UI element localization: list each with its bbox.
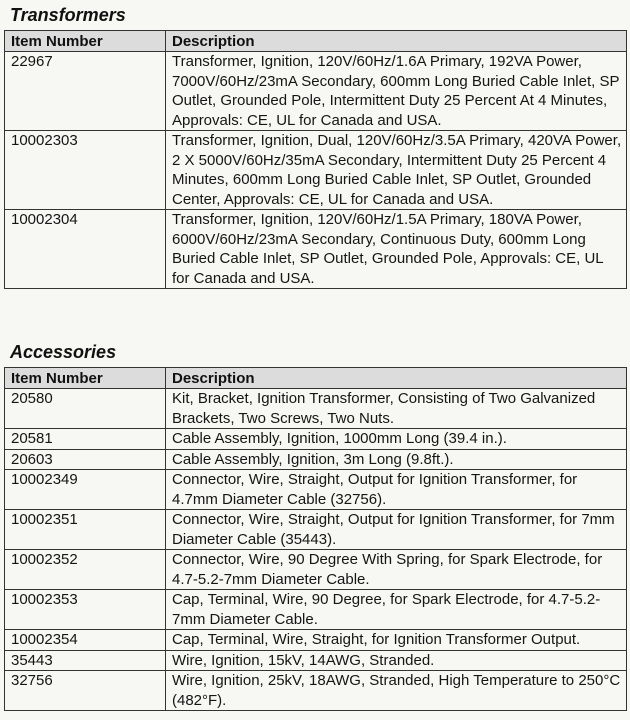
- item-number-cell: 10002303: [5, 131, 166, 210]
- item-number-cell: 10002349: [5, 470, 166, 510]
- description-cell: Cable Assembly, Ignition, 3m Long (9.8ft.).: [166, 449, 627, 470]
- transformers-section-title: Transformers: [10, 5, 126, 25]
- item-number-cell: 10002353: [5, 590, 166, 630]
- item-number-column-header: Item Number: [5, 31, 166, 52]
- table-row: [5, 449, 627, 470]
- table-row: [5, 389, 627, 429]
- table-row: [5, 52, 627, 131]
- item-number-cell: 35443: [5, 650, 166, 671]
- item-number-cell: 32756: [5, 671, 166, 711]
- table-row: [5, 131, 627, 210]
- item-number-cell: 20581: [5, 429, 166, 450]
- item-number-cell: 20580: [5, 389, 166, 429]
- table-row: [5, 429, 627, 450]
- description-cell: Kit, Bracket, Ignition Transformer, Consisting of Two Galvanized Brackets, Two Screws, Two Nuts.: [166, 389, 627, 429]
- item-number-cell: 22967: [5, 52, 166, 131]
- item-number-cell: 10002352: [5, 550, 166, 590]
- description-column-header: Description: [166, 368, 627, 389]
- table-row: [5, 550, 627, 590]
- item-number-column-header: Item Number: [5, 368, 166, 389]
- table-row: [5, 470, 627, 510]
- description-cell: Transformer, Ignition, Dual, 120V/60Hz/3.5A Primary, 420VA Power, 2 X 5000V/60Hz/35mA Secondary, Intermittent Duty 25 Percent 4 Minutes, 600mm Long Buried Cable Inlet, SP Outlet, Grounded Center, Approvals: CE, UL for Canada and USA.: [166, 131, 627, 210]
- table-row: [5, 671, 627, 711]
- transformers-table: [4, 30, 627, 289]
- table-header-row: [5, 368, 627, 389]
- description-cell: Cap, Terminal, Wire, Straight, for Ignition Transformer Output.: [166, 630, 627, 651]
- table-row: [5, 630, 627, 651]
- table-row: [5, 590, 627, 630]
- table-row: [5, 650, 627, 671]
- description-cell: Connector, Wire, Straight, Output for Ignition Transformer, for 7mm Diameter Cable (35443).: [166, 510, 627, 550]
- accessories-table: [4, 367, 627, 711]
- table-row: [5, 510, 627, 550]
- description-cell: Connector, Wire, 90 Degree With Spring, for Spark Electrode, for 4.7-5.2-7mm Diameter Cable.: [166, 550, 627, 590]
- description-cell: Transformer, Ignition, 120V/60Hz/1.5A Primary, 180VA Power, 6000V/60Hz/23mA Secondary, Continuous Duty, 600mm Long Buried Cable Inlet, SP Outlet, Grounded Pole, Approvals: CE, UL for Canada and USA.: [166, 210, 627, 289]
- description-column-header: Description: [166, 31, 627, 52]
- description-cell: Wire, Ignition, 25kV, 18AWG, Stranded, High Temperature to 250°C (482°F).: [166, 671, 627, 711]
- item-number-cell: 20603: [5, 449, 166, 470]
- description-cell: Cable Assembly, Ignition, 1000mm Long (39.4 in.).: [166, 429, 627, 450]
- accessories-section-title: Accessories: [10, 342, 117, 362]
- description-cell: Transformer, Ignition, 120V/60Hz/1.6A Primary, 192VA Power, 7000V/60Hz/23mA Secondary, 600mm Long Buried Cable Inlet, SP Outlet, Grounded Pole, Intermittent Duty 25 Percent At 4 Minutes, Approvals: CE, UL for Canada and USA.: [166, 52, 627, 131]
- item-number-cell: 10002304: [5, 210, 166, 289]
- table-header-row: [5, 31, 627, 52]
- table-row: [5, 210, 627, 289]
- item-number-cell: 10002354: [5, 630, 166, 651]
- item-number-cell: 10002351: [5, 510, 166, 550]
- description-cell: Connector, Wire, Straight, Output for Ignition Transformer, for 4.7mm Diameter Cable (32756).: [166, 470, 627, 510]
- description-cell: Wire, Ignition, 15kV, 14AWG, Stranded.: [166, 650, 627, 671]
- description-cell: Cap, Terminal, Wire, 90 Degree, for Spark Electrode, for 4.7-5.2-7mm Diameter Cable.: [166, 590, 627, 630]
